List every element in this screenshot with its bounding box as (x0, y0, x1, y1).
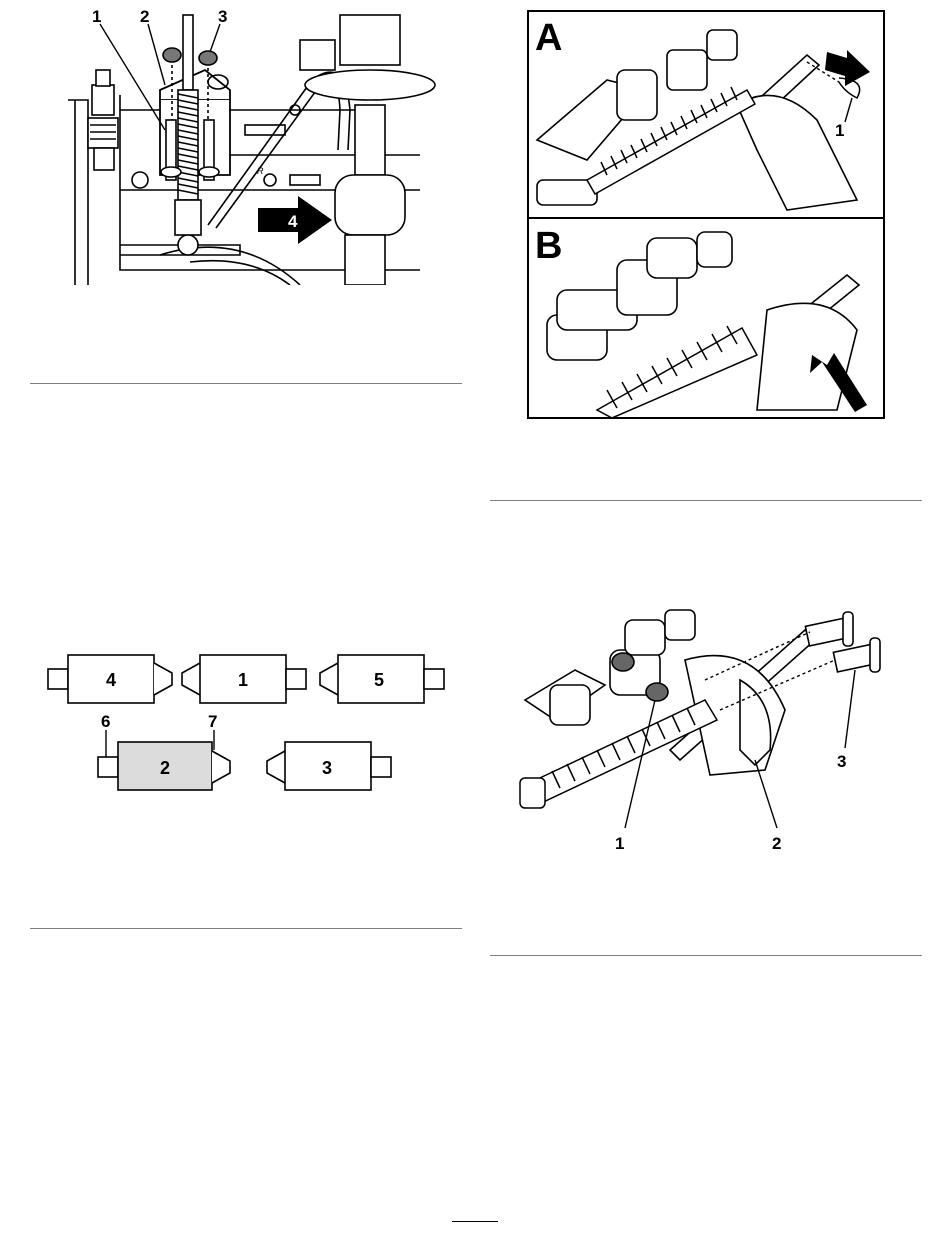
arrow-4-label: 4 (288, 212, 298, 231)
divider-right-2 (490, 955, 922, 956)
module-3 (267, 742, 391, 790)
arrow-4 (258, 196, 332, 244)
actuator (300, 15, 435, 285)
panel-b (528, 218, 884, 418)
callout-2: 2 (140, 7, 150, 26)
module-5 (320, 655, 444, 703)
figure-adjuster-assembly (60, 0, 440, 285)
panel-b-letter: B (535, 225, 563, 267)
callout-7: 7 (208, 712, 218, 731)
decal-text: R (257, 166, 264, 176)
module-5-label: 5 (374, 670, 385, 690)
callout-2: 2 (772, 834, 782, 853)
panel-a-letter: A (535, 17, 563, 59)
callout-3: 3 (837, 752, 847, 771)
panel-a-callout-1: 1 (835, 121, 845, 140)
figure-bolt-installation (515, 600, 890, 860)
module-3-label: 3 (322, 758, 333, 778)
divider-left-2 (30, 928, 462, 929)
bolts (805, 612, 880, 672)
callout-6: 6 (101, 712, 111, 731)
divider-left-1 (30, 383, 462, 384)
figure-pin-removal (527, 10, 885, 420)
callout-1: 1 (615, 834, 625, 853)
callout-3: 3 (218, 7, 228, 26)
module-2-label: 2 (160, 758, 171, 778)
divider-right-1 (490, 500, 922, 501)
module-2 (98, 742, 230, 790)
module-4 (48, 655, 172, 703)
module-1 (182, 655, 306, 703)
panel-a (528, 11, 884, 218)
page-number-rule (452, 1221, 498, 1222)
figure-module-layout (40, 645, 460, 795)
knob-left (88, 70, 118, 170)
callout-1: 1 (92, 7, 102, 26)
module-1-label: 1 (238, 670, 249, 690)
module-4-label: 4 (106, 670, 117, 690)
